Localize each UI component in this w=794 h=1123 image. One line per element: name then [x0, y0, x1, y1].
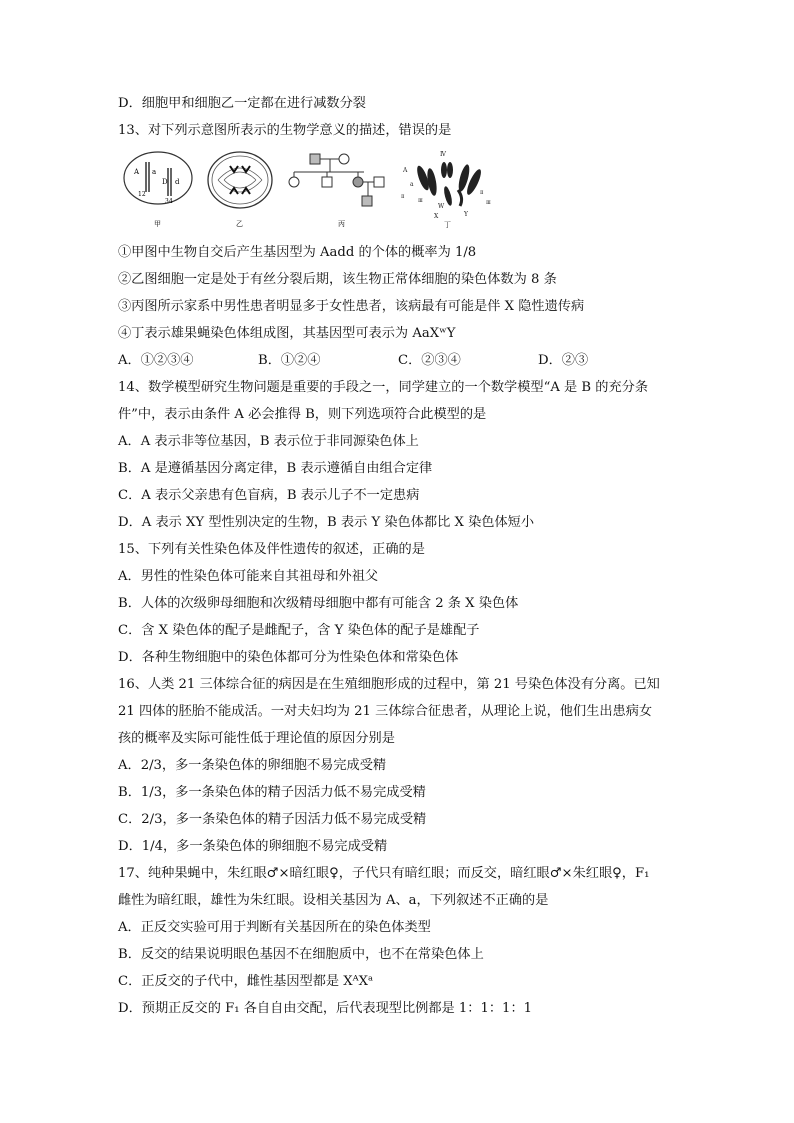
- q13-option-c: C．②③④: [398, 353, 461, 368]
- q17-stem-line-1: 17、纯种果蝇中，朱红眼♂×暗红眼♀，子代只有暗红眼；而反交，暗红眼♂×朱红眼♀，F₁: [118, 866, 650, 881]
- q13-option-d: D．②③: [538, 353, 589, 368]
- q13-option-b: B．①②④: [258, 353, 321, 368]
- jia-label-34: 34: [165, 198, 173, 205]
- q15-option-b: B．人体的次级卵母细胞和次级精母细胞中都有可能含 2 条 X 染色体: [118, 596, 519, 611]
- q13-statement-2: ②乙图细胞一定是处于有丝分裂后期，该生物正常体细胞的染色体数为 8 条: [118, 272, 557, 287]
- q17-option-d: D．预期正反交的 F₁ 各自自由交配，后代表现型比例都是 1：1：1：1: [118, 1001, 533, 1016]
- jia-label-d-lower: d: [175, 178, 180, 186]
- q14-stem-line-2: 件”中，表示由条件 A 必会推得 B，则下列选项符合此模型的是: [118, 407, 487, 422]
- q14-option-b: B．A 是遵循基因分离定律，B 表示遵循自由组合定律: [118, 461, 433, 476]
- figure-yi: [208, 152, 272, 228]
- q14-option-a: A．A 表示非等位基因，B 表示位于非同源染色体上: [118, 434, 419, 449]
- q16-option-a: A．2/3，多一条染色体的卵细胞不易完成受精: [118, 758, 387, 773]
- q14-stem-line-1: 14、数学模型研究生物问题是重要的手段之一，同学建立的一个数学模型“A 是 B 的充分条: [118, 380, 649, 395]
- ding-label-x: X: [434, 213, 439, 220]
- q15-stem: 15、下列有关性染色体及伴性遗传的叙述，正确的是: [118, 542, 425, 557]
- figure-ding: [401, 151, 491, 229]
- caption-ding: 丁: [444, 221, 451, 229]
- q16-stem-line-3: 孩的概率及实际可能性低于理论值的原因分别是: [118, 731, 395, 746]
- jia-label-12: 12: [138, 191, 146, 198]
- q17-option-c: C．正反交的子代中，雌性基因型都是 XᴬXᵃ: [118, 974, 374, 989]
- ding-label-y: Y: [464, 211, 468, 218]
- q17-option-a: A．正反交实验可用于判断有关基因所在的染色体类型: [118, 920, 431, 935]
- q13-statement-3: ③丙图所示家系中男性患者明显多于女性患者，该病最有可能是伴 X 隐性遗传病: [118, 299, 585, 314]
- q15-option-d: D．各种生物细胞中的染色体都可分为性染色体和常染色体: [118, 650, 459, 665]
- ding-label-iii-right: Ⅲ: [486, 200, 491, 206]
- q14-option-d: D．A 表示 XY 型性别决定的生物，B 表示 Y 染色体都比 X 染色体短小: [118, 515, 535, 530]
- ding-label-ii-left: Ⅱ: [401, 194, 405, 200]
- jia-label-a-upper: A: [134, 168, 140, 176]
- q15-option-a: A．男性的性染色体可能来自其祖母和外祖父: [118, 569, 379, 584]
- q17-option-b: B．反交的结果说明眼色基因不在细胞质中，也不在常染色体上: [118, 947, 484, 962]
- q17-stem-line-2: 雌性为暗红眼，雄性为朱红眼。设相关基因为 A、a，下列叙述不正确的是: [118, 893, 549, 908]
- ding-label-ii-right: Ⅱ: [480, 190, 484, 196]
- q16-option-d: D．1/4，多一条染色体的卵细胞不易完成受精: [118, 839, 388, 854]
- ding-label-iv: Ⅳ: [440, 151, 446, 158]
- q13-option-a: A．①②③④: [118, 353, 194, 368]
- q13-figure-strip: [118, 148, 498, 230]
- jia-label-d-upper: D: [162, 178, 168, 186]
- ding-label-w: W: [438, 203, 445, 210]
- q13-stem: 13、对下列示意图所表示的生物学意义的描述，错误的是: [118, 123, 452, 138]
- ding-label-a-lower: a: [410, 181, 414, 188]
- jia-label-a-lower: a: [152, 168, 157, 176]
- ding-label-a-upper: A: [403, 167, 408, 174]
- q13-statement-4: ④丁表示雄果蝇染色体组成图，其基因型可表示为 AaXʷY: [118, 326, 456, 341]
- figure-bing: [289, 154, 384, 228]
- q16-option-c: C．2/3，多一条染色体的精子因活力低不易完成受精: [118, 812, 427, 827]
- q16-stem-line-1: 16、人类 21 三体综合征的病因是在生殖细胞形成的过程中，第 21 号染色体没有分离。已知: [118, 677, 660, 692]
- caption-yi: 乙: [236, 220, 243, 228]
- q12-option-d: D．细胞甲和细胞乙一定都在进行减数分裂: [118, 96, 366, 111]
- caption-bing: 丙: [338, 220, 345, 228]
- q16-stem-line-2: 21 四体的胚胎不能成活。一对夫妇均为 21 三体综合征患者，从理论上说，他们生出患病女: [118, 704, 653, 719]
- q16-option-b: B．1/3，多一条染色体的精子因活力低不易完成受精: [118, 785, 426, 800]
- figure-jia: [124, 152, 192, 228]
- q15-option-c: C．含 X 染色体的配子是雌配子，含 Y 染色体的配子是雄配子: [118, 623, 480, 638]
- q13-statement-1: ①甲图中生物自交后产生基因型为 Aadd 的个体的概率为 1/8: [118, 245, 477, 260]
- ding-label-iii-left: Ⅲ: [418, 198, 423, 204]
- q14-option-c: C．A 表示父亲患有色盲病，B 表示儿子不一定患病: [118, 488, 420, 503]
- caption-jia: 甲: [154, 220, 161, 228]
